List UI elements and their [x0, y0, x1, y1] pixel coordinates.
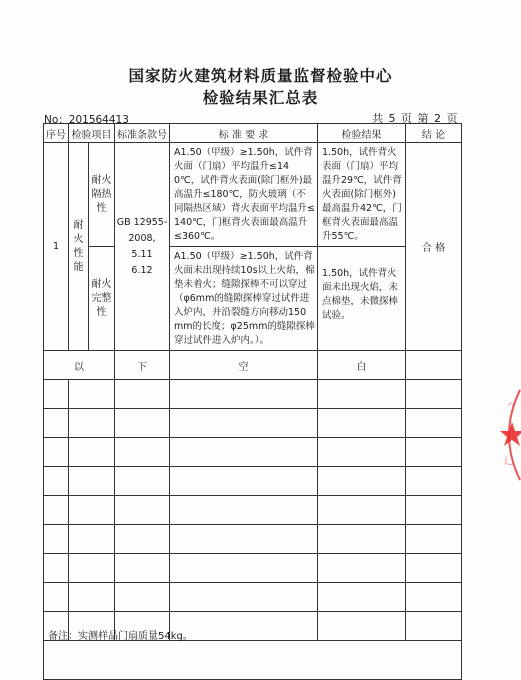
empty-row	[44, 554, 462, 583]
empty-row	[44, 409, 462, 438]
category-fire-performance	[69, 143, 89, 351]
page-info: 共 5 页 第 2 页	[372, 112, 459, 125]
category-char: 性	[73, 247, 84, 259]
category-char: 能	[73, 261, 84, 273]
result-integrity: 1.50h，试件背火面未出现火焰，未点棉垫，未微探棒试验。	[318, 247, 406, 351]
table-row	[44, 247, 462, 351]
requirement-insulation: A1.50（甲级）≥1.50h，试件背火面（门扇）平均温升≤140℃，试件背火表面(除门框外)最高温升≤180℃，防火玻璃（不同隔热区域）背火表面平均温升≤140℃，门框背火表面最高温升≤360℃。	[170, 143, 318, 247]
report-subtitle: 检验结果汇总表	[202, 89, 319, 107]
requirement-integrity: A1.50（甲级）≥1.50h，试件背火面未出现持续10s以上火焰，棉垫未着火；缝隙探棒不可以穿过（φ6mm的缝隙探棒穿过试件进入炉内，并沿裂缝方向移动150mm的长度；φ25mm的缝隙探棒穿过试件进入炉内。）。	[170, 247, 318, 351]
empty-row	[44, 438, 462, 467]
header-requirement: 标 准 要 求	[170, 124, 318, 143]
empty-row	[44, 380, 462, 409]
remark: 备注：实测样品门扇质量54kg。	[48, 631, 193, 642]
svg-text:⺈: ⺈	[507, 403, 517, 413]
header-item: 检验项目	[69, 124, 115, 143]
svg-text:⻌: ⻌	[504, 457, 514, 467]
clause-text: 2008,	[128, 232, 156, 244]
empty-row	[44, 525, 462, 554]
header-conclusion: 结 论	[406, 124, 462, 143]
report-title: 国家防火建筑材料质量监督检验中心	[128, 67, 393, 85]
clause-text: 6.12	[131, 264, 153, 276]
blank-marker: 白	[318, 351, 406, 380]
result-insulation: 1.50h，试件背火表面（门扇）平均温升29℃，试件背火表面(除门框外)最高温升42℃，门框背火表面最高温升55℃。	[318, 143, 406, 247]
stamp-seal-icon	[490, 380, 521, 490]
subitem-text: 性	[96, 306, 107, 318]
clause-text: 5.11	[131, 248, 153, 260]
category-char: 火	[73, 233, 84, 245]
subitem-text: 性	[96, 202, 107, 214]
empty-cell	[406, 351, 462, 380]
subitem-text: 完整	[91, 292, 112, 304]
blank-marker: 以	[44, 351, 115, 380]
header-clause: 标准条款号	[115, 124, 170, 143]
header-seq: 序号	[44, 124, 69, 143]
header-result: 检验结果	[318, 124, 406, 143]
blank-marker: 下	[115, 351, 170, 380]
remark-row	[44, 641, 462, 680]
report-number: No：201564413	[44, 114, 129, 126]
empty-row	[44, 467, 462, 496]
table-row	[44, 143, 462, 247]
subitem-text: 耐火	[91, 174, 112, 186]
row-seq: 1	[44, 143, 69, 351]
empty-row	[44, 583, 462, 612]
empty-row	[44, 496, 462, 525]
results-table	[43, 123, 462, 680]
subitem-text: 耐火	[91, 278, 112, 290]
blank-marker: 空	[170, 351, 318, 380]
standard-clause	[115, 143, 170, 351]
subitem-insulation	[89, 143, 115, 247]
conclusion-pass: 合 格	[406, 143, 462, 351]
header-row	[44, 124, 462, 143]
subitem-text: 隔热	[91, 188, 112, 200]
blank-marker-row	[44, 351, 462, 380]
category-char: 耐	[73, 219, 84, 231]
subitem-integrity	[89, 247, 115, 351]
clause-text: GB 12955-	[116, 216, 168, 228]
